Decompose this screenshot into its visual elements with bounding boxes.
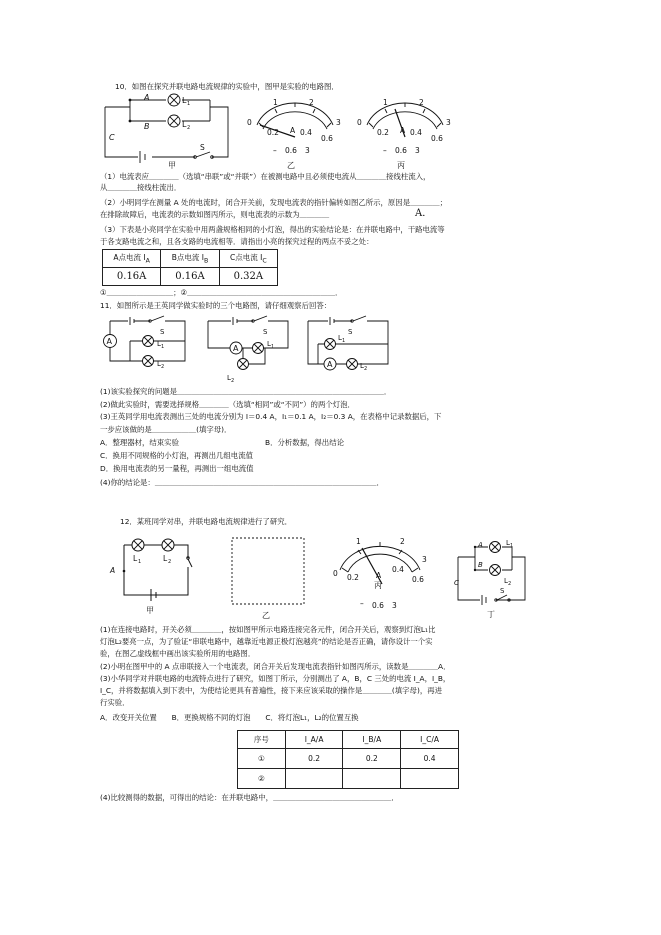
- q11-optA: A．整理器材，结束实验: [100, 438, 179, 447]
- ammeter-A: A: [106, 337, 112, 346]
- terminal-06: 0.6: [395, 146, 407, 155]
- label-S: S: [500, 587, 505, 595]
- label-S: S: [348, 328, 353, 336]
- label-L2: L: [182, 120, 187, 129]
- tick-06: 0.6: [431, 134, 443, 143]
- tick-1: 1: [356, 537, 361, 546]
- tick-06: 0.6: [412, 575, 424, 584]
- q12-s1c: 验，在图乙虚线框中画出该实验所用的电路图．: [100, 649, 256, 658]
- tick-02: 0.2: [347, 573, 359, 582]
- q10-p3b: 于各支路电流之和，且各支路的电流相等．请指出小亮的探究过程的两点不妥之处：: [100, 237, 374, 246]
- tick-0: 0: [333, 569, 338, 578]
- terminal-neg: –: [360, 599, 364, 608]
- terminal-3: 3: [392, 601, 397, 610]
- tick-2: 2: [309, 98, 314, 107]
- q10-p2b: 在排除故障后，电流表的示数如图丙所示，则电流表的示数为＿＿＿＿: [100, 210, 330, 219]
- terminal-3: 3: [415, 146, 420, 155]
- caption-ding: 丁: [487, 610, 495, 619]
- q12-circuit-jia: [108, 533, 198, 618]
- label-L1-sub: 1: [271, 344, 275, 350]
- q10-p1b: 从＿＿＿＿接线柱流出．: [100, 183, 182, 192]
- q10-ammeter-bing: [355, 95, 455, 175]
- label-L2-sub: 2: [161, 364, 165, 370]
- tick-0: 0: [357, 118, 362, 127]
- label-L1: L: [267, 340, 271, 348]
- label-L2-sub: 2: [168, 559, 172, 565]
- q11-stem: 11．如图所示是王英同学做实验时的三个电路图，请仔细观察后回答：: [100, 301, 332, 310]
- unit-A: A: [376, 571, 382, 580]
- q12-r1c3: 0.4: [401, 749, 459, 769]
- label-A: A: [110, 566, 116, 575]
- caption-yi: 乙: [262, 611, 270, 620]
- q11-s4: (4)你的结论是：＿＿＿＿＿＿＿＿＿＿＿＿＿＿＿＿＿＿＿＿＿＿＿＿＿＿＿＿＿＿．: [100, 478, 384, 487]
- label-A: A: [144, 93, 150, 102]
- label-L1: L: [182, 96, 187, 105]
- q12-th-3: I_C/A: [401, 731, 459, 749]
- tick-04: 0.4: [410, 128, 422, 137]
- label-L2: L: [504, 577, 508, 585]
- label-L1-sub: 1: [187, 101, 191, 107]
- q12-th-1: I_A/A: [285, 731, 343, 749]
- tick-1: 1: [273, 98, 278, 107]
- label-L1-sub: 1: [510, 543, 514, 549]
- label-L2: L: [360, 362, 364, 370]
- label-C: C: [454, 579, 459, 587]
- terminal-06: 0.6: [285, 146, 297, 155]
- q10-th-A: A点电流 $I_A$: [103, 250, 161, 268]
- tick-02: 0.2: [377, 128, 389, 137]
- label-L1: L: [157, 340, 161, 348]
- q10-val-C: 0.32A: [219, 268, 277, 286]
- q11-s1: (1)该实验探究的问题是＿＿＿＿＿＿＿＿＿＿＿＿＿＿＿＿＿＿＿＿＿＿＿＿＿＿＿＿．: [100, 387, 392, 396]
- terminal-neg: –: [383, 146, 387, 155]
- tick-1: 1: [383, 98, 388, 107]
- label-S: S: [263, 328, 268, 336]
- q10-circuit-jia: [100, 95, 240, 175]
- tick-2: 2: [400, 537, 405, 546]
- q10-th-C: C点电流 $I_C$: [219, 250, 277, 268]
- tick-3: 3: [336, 118, 341, 127]
- q11-s3: (3)王英同学用电流表测出三处的电流分别为 I＝0.4 A，I₁＝0.1 A，I₂＝0.3 A，在表格中记录数据后，下: [100, 412, 442, 421]
- terminal-neg: –: [273, 146, 277, 155]
- label-L1: L: [338, 334, 342, 342]
- q12-data-table: [237, 730, 459, 789]
- q12-circuit-ding: [450, 535, 530, 620]
- tick-2: 2: [419, 98, 424, 107]
- q12-s1: (1)在连接电路时，开关必须＿＿＿＿，按如图甲所示电路连接完各元件，闭合开关后，观察到灯泡L₁比: [100, 625, 436, 634]
- label-B: B: [478, 561, 483, 569]
- q11-optD: D．换用电流表的另一量程，再测出一组电流值: [100, 464, 254, 473]
- label-L1-sub: 1: [138, 559, 142, 565]
- tick-04: 0.4: [392, 565, 404, 574]
- terminal-3: 3: [305, 146, 310, 155]
- label-L2: L: [163, 554, 168, 563]
- q10-data-table: [102, 249, 278, 286]
- q12-th-0: 序号: [238, 731, 286, 749]
- caption-bing: 丙: [397, 161, 405, 170]
- tick-0: 0: [247, 118, 252, 127]
- q12-r2c3: [401, 769, 459, 789]
- label-L1-sub: 1: [161, 344, 165, 350]
- label-L2-sub: 2: [508, 581, 512, 587]
- q12-s1b: 灯泡L₂要亮一点，为了验证“串联电路中，越靠近电源正极灯泡越亮”的结论是否正确，请你设计一个实: [100, 637, 433, 646]
- q10-p1: （1）电流表应＿＿＿＿（选填“串联”或“并联”）在被测电路中且必须使电流从＿＿＿＿接线柱流入，: [100, 172, 431, 181]
- q10-th-B: B点电流 $I_B$: [161, 250, 219, 268]
- q12-s3c: 行实验．: [100, 698, 130, 707]
- label-B: B: [144, 122, 150, 131]
- tick-3: 3: [422, 555, 427, 564]
- q12-r1c1: 0.2: [285, 749, 343, 769]
- label-L1-sub: 1: [342, 338, 346, 344]
- ammeter-A: A: [327, 360, 333, 369]
- label-S: S: [200, 143, 205, 152]
- q12-r1c2: 0.2: [343, 749, 401, 769]
- label-L2: L: [157, 360, 161, 368]
- tick-04: 0.4: [300, 128, 312, 137]
- q12-s3: (3)小华同学对并联电路的电流特点进行了研究，如图丁所示，分别测出了 A，B，C 三处的电流 I_A，I_B，: [100, 674, 451, 683]
- ammeter-A: A: [233, 344, 239, 353]
- label-A: A: [478, 541, 483, 549]
- q10-val-B: 0.16A: [161, 268, 219, 286]
- q12-r2c2: [343, 769, 401, 789]
- label-L2-sub: 2: [364, 366, 368, 372]
- q11-circuit-3: [300, 316, 395, 376]
- caption-jia: 甲: [146, 606, 154, 615]
- q12-th-2: I_B/A: [343, 731, 401, 749]
- caption-bing: 丙: [374, 581, 382, 590]
- tick-02: 0.2: [267, 128, 279, 137]
- q11-circuit-1: [100, 316, 190, 371]
- q12-opts: A．改变开关位置 B．更换规格不同的灯泡 C．将灯泡L₁，L₂的位置互换: [100, 713, 359, 722]
- tick-3: 3: [446, 118, 451, 127]
- label-C: C: [109, 133, 115, 142]
- q11-circuit-2: [203, 316, 293, 384]
- terminal-06: 0.6: [372, 601, 384, 610]
- label-L2: L: [227, 374, 231, 382]
- label-L1: L: [133, 554, 138, 563]
- q10-p2-unit: A．: [415, 208, 433, 219]
- q10-ammeter-yi: [245, 95, 345, 175]
- q12-s3b: I_C，并将数据填入到下表中，为使结论更具有普遍性，接下来应该采取的操作是＿＿＿＿(填字母)，再进: [100, 686, 442, 695]
- label-L1: L: [506, 539, 510, 547]
- q12-s4: (4)比较测得的数据，可得出的结论：在并联电路中，＿＿＿＿＿＿＿＿＿＿＿＿＿＿＿＿．: [100, 793, 399, 802]
- q12-ammeter-bing: [330, 532, 430, 622]
- q10-p2: （2）小明同学在测量 A 处的电流时，闭合开关前，发现电流表的指针偏转如图乙所示，原因是＿＿＿＿；: [100, 198, 448, 207]
- q10-stem: 10．如图在探究并联电路电流规律的实验中，图甲是实验的电路图．: [115, 82, 339, 91]
- label-S: S: [160, 328, 165, 336]
- unit-A: A: [290, 126, 296, 135]
- q12-r2c0: ②: [238, 769, 286, 789]
- q10-val-A: 0.16A: [103, 268, 161, 286]
- q11-optB: B．分析数据，得出结论: [265, 438, 344, 447]
- q12-r2c1: [285, 769, 343, 789]
- tick-06: 0.6: [321, 134, 333, 143]
- q11-s3b: 一步应该做的是＿＿＿＿＿＿(填字母)．: [100, 425, 232, 434]
- q11-optC: C．换用不同规格的小灯泡，再测出几组电流值: [100, 451, 253, 460]
- q12-dashed-box-yi: [230, 536, 310, 621]
- label-L2-sub: 2: [231, 378, 235, 384]
- q12-r1c0: ①: [238, 749, 286, 769]
- label-L2-sub: 2: [187, 125, 191, 131]
- unit-A: A: [400, 126, 406, 135]
- q12-s2: (2)小明在图甲中的 A 点串联接入一个电流表，闭合开关后发现电流表指针如图丙所示，读数是＿＿＿＿A．: [100, 662, 451, 671]
- q12-stem: 12．某班同学对串，并联电路电流规律进行了研究．: [120, 517, 293, 526]
- q11-s2: (2)做此实验时，需要选择规格＿＿＿＿（选填“相同”或“不同”）的两个灯泡．: [100, 400, 355, 409]
- caption-jia: 甲: [168, 161, 176, 170]
- q10-p3: （3）下表是小亮同学在实验中用两盏规格相同的小灯泡，得出的实验结论是：在并联电路中，干路电流等: [100, 225, 445, 234]
- caption-yi: 乙: [287, 161, 295, 170]
- q10-answers: ①＿＿＿＿＿＿＿＿＿；②＿＿＿＿＿＿＿＿＿＿＿＿＿＿＿＿＿＿＿＿．: [100, 288, 343, 297]
